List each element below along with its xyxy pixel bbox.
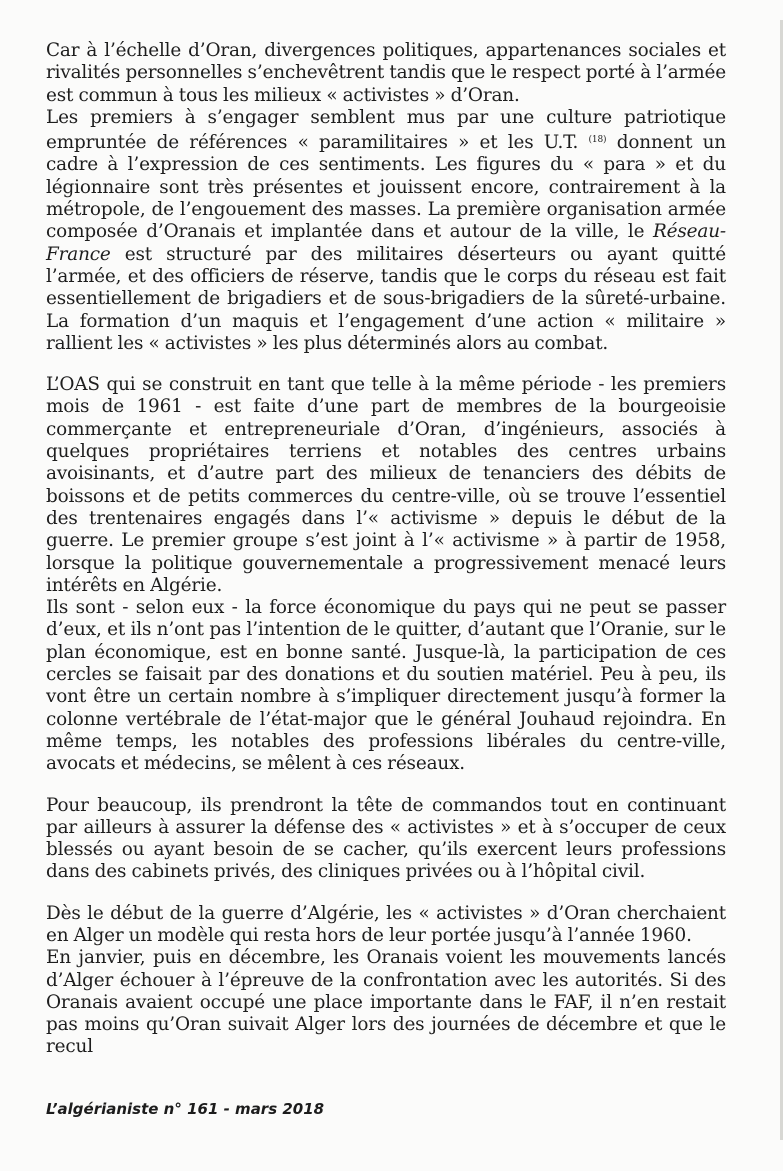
text-run: Les premiers à s’engager semblent mus par une culture patriotique empruntée de références « paramilitaires » et les U.T. [46,106,726,154]
paragraph: Car à l’échelle d’Oran, divergences politiques, appartenances sociales et rivalités personnelles s’enchevêtrent tandis que le respect porté à l’armée est commun à tous les milieux « activistes » d’Oran. [46,40,726,106]
paragraph-gap [46,884,726,903]
text-run: donnent un cadre à l’expression de ces sentiments. Les figures du « para » et du légionnaire sont très présentes et jouissent encore, contrairement à la métropole, de l’engouement des masses. La première organisation armée composée d’Oranais et implantée dans et autour de la ville, le [46,132,726,243]
italic-term: Réseau-France [46,221,726,265]
paragraph: Pour beaucoup, ils prendront la tête de commandos tout en continuant par ailleurs à assurer la défense des « activistes » et à s’occuper de ceux blessés ou ayant besoin de se cacher, qu’ils exercent leurs professions dans des cabinets privés, des cliniques privées ou à l’hôpital civil. [46,794,726,883]
paragraph: Ils sont - selon eux - la force économique du pays qui ne peut se passer d’eux, et ils n’ont pas l’intention de le quitter, d’autant que l’Oranie, sur le plan économique, est en bonne santé. Jusque-là, la participation de ces cercles se faisait par des donations et du soutien matériel. Peu à peu, ils vont être un certain nombre à s’impliquer directement jusqu’à former la colonne vertébrale de l’état-major que le général Jouhaud rejoindra. En même temps, les notables des professions libérales du centre-ville, avocats et médecins, se mêlent à ces réseaux. [46,597,726,775]
paragraph-gap [46,355,726,374]
text-run: est structuré par des militaires déserteurs ou ayant quitté l’armée, et des officiers de réserve, tandis que le corps du réseau est fait essentiellement de brigadiers et de sous-brigadiers de la sûreté-urbaine. La formation d’un maquis et l’engagement d’une action « militaire » rallient les « activistes » les plus déterminés alors au combat. [46,243,726,354]
paragraph [46,107,726,355]
paragraph-gap [46,776,726,795]
paragraph: Dès le début de la guerre d’Algérie, les « activistes » d’Oran cherchaient en Alger un modèle qui resta hors de leur portée jusqu’à l’année 1960. [46,902,726,946]
article-body [46,40,726,1059]
footnote-reference: (18) [588,135,607,146]
page-footer: L’algérianiste n° 161 - mars 2018 [46,1100,325,1118]
paragraph: L’OAS qui se construit en tant que telle à la même période - les premiers mois de 1961 - est faite d’une part de membres de la bourgeoisie commerçante et entrepreneuriale d’Oran, d’ingénieurs, associés à quelques propriétaires terriens et notables des centres urbains avoisinants, et d’autre part des milieux de tenanciers des débits de boissons et de petits commerces du centre-ville, où se trouve l’essentiel des trentenaires engagés dans l’« activisme » depuis le début de la guerre. Le premier groupe s’est joint à l’« activisme » à partir de 1958, lorsque la politique gouvernementale a progressivement menacé leurs intérêts en Algérie. [46,374,726,596]
paragraph: En janvier, puis en décembre, les Oranais voient les mouvements lancés d’Alger échouer à l’épreuve de la confrontation avec les autorités. Si des Oranais avaient occupé une place importante dans le FAF, il n’en restait pas moins qu’Oran suivait Alger lors des journées de décembre et que le recul [46,947,726,1058]
